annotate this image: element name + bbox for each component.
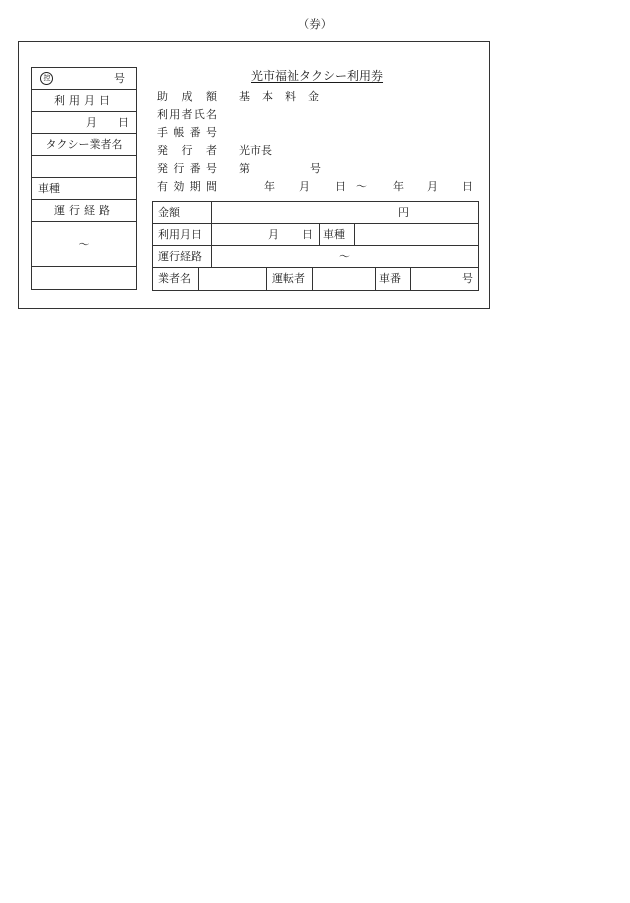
issue-number-label: 発行番号 bbox=[157, 162, 217, 175]
stub-number-suffix: 号 bbox=[114, 72, 125, 85]
grid-month-label: 月 bbox=[268, 228, 279, 241]
stub-number-row bbox=[32, 68, 136, 90]
validity-start-month: 月 bbox=[299, 180, 310, 193]
ticket-grid bbox=[152, 201, 479, 291]
issue-number-suffix: 号 bbox=[310, 162, 321, 175]
amount-field[interactable] bbox=[212, 202, 478, 223]
info-row-subsidy bbox=[157, 88, 487, 106]
driver-label: 運転者 bbox=[267, 268, 313, 290]
car-number-suffix: 号 bbox=[462, 272, 473, 285]
ticket-info-list bbox=[157, 88, 487, 196]
use-date-field[interactable] bbox=[212, 224, 320, 245]
stub-route-label: 運行経路 bbox=[32, 200, 136, 222]
stub-month-label: 月 bbox=[86, 116, 97, 129]
subsidy-label: 助成額 bbox=[157, 90, 217, 103]
stub-day-label: 日 bbox=[118, 116, 129, 129]
issuer-value: 光市長 bbox=[239, 144, 272, 157]
car-number-field[interactable] bbox=[411, 268, 478, 290]
validity-label: 有効期間 bbox=[157, 180, 217, 193]
validity-end-day: 日 bbox=[462, 180, 473, 193]
user-name-label: 利用者氏名 bbox=[157, 108, 217, 121]
stub-company-label: タクシー業者名 bbox=[32, 134, 136, 156]
validity-end-month: 月 bbox=[427, 180, 438, 193]
info-row-issuer bbox=[157, 142, 487, 160]
driver-field[interactable] bbox=[313, 268, 376, 290]
route-field[interactable] bbox=[212, 246, 478, 267]
grid-row-company bbox=[153, 268, 478, 290]
info-row-issue-number bbox=[157, 160, 487, 178]
stub-date-row bbox=[32, 112, 136, 134]
validity-start-day: 日 bbox=[335, 180, 346, 193]
car-type-field[interactable] bbox=[355, 224, 478, 245]
subsidy-value: 基本料金 bbox=[239, 90, 331, 103]
stub-blank-field[interactable] bbox=[32, 267, 136, 289]
amount-label: 金額 bbox=[158, 206, 180, 219]
stub-use-date-label: 利用月日 bbox=[32, 90, 136, 112]
grid-company-label: 業者名 bbox=[153, 268, 199, 290]
validity-end-year: 年 bbox=[393, 180, 404, 193]
issuer-label: 発行者 bbox=[157, 144, 217, 157]
grid-route-label: 運行経路 bbox=[153, 246, 212, 267]
ticket-stub bbox=[31, 67, 137, 290]
stub-car-type-label: 車種 bbox=[32, 178, 136, 200]
company-field[interactable] bbox=[199, 268, 267, 290]
grid-row-use-date bbox=[153, 224, 478, 246]
grid-route-tilde: 〜 bbox=[339, 250, 350, 263]
stamp-icon: 控 bbox=[40, 72, 53, 85]
yen-label: 円 bbox=[398, 206, 409, 219]
ticket-title: 光市福祉タクシー利用券 bbox=[251, 69, 384, 83]
info-row-notebook bbox=[157, 124, 487, 142]
grid-day-label: 日 bbox=[302, 228, 313, 241]
info-row-user-name bbox=[157, 106, 487, 124]
ticket-frame bbox=[18, 41, 490, 309]
car-number-label: 車番 bbox=[376, 268, 411, 290]
amount-label-cell bbox=[153, 202, 212, 223]
grid-row-amount bbox=[153, 202, 478, 224]
notebook-number-label: 手帳番号 bbox=[157, 126, 217, 139]
grid-car-type-label: 車種 bbox=[320, 224, 355, 245]
stub-route-field[interactable] bbox=[32, 222, 136, 267]
stub-company-field[interactable] bbox=[32, 156, 136, 178]
use-date-label: 利用月日 bbox=[153, 224, 212, 245]
validity-start-year: 年 bbox=[264, 180, 275, 193]
stub-route-tilde: 〜 bbox=[78, 238, 90, 251]
page-label: （券） bbox=[297, 17, 333, 31]
issue-number-prefix: 第 bbox=[239, 162, 250, 175]
info-row-validity bbox=[157, 178, 487, 196]
validity-tilde: 〜 bbox=[356, 180, 367, 193]
grid-row-route bbox=[153, 246, 478, 268]
